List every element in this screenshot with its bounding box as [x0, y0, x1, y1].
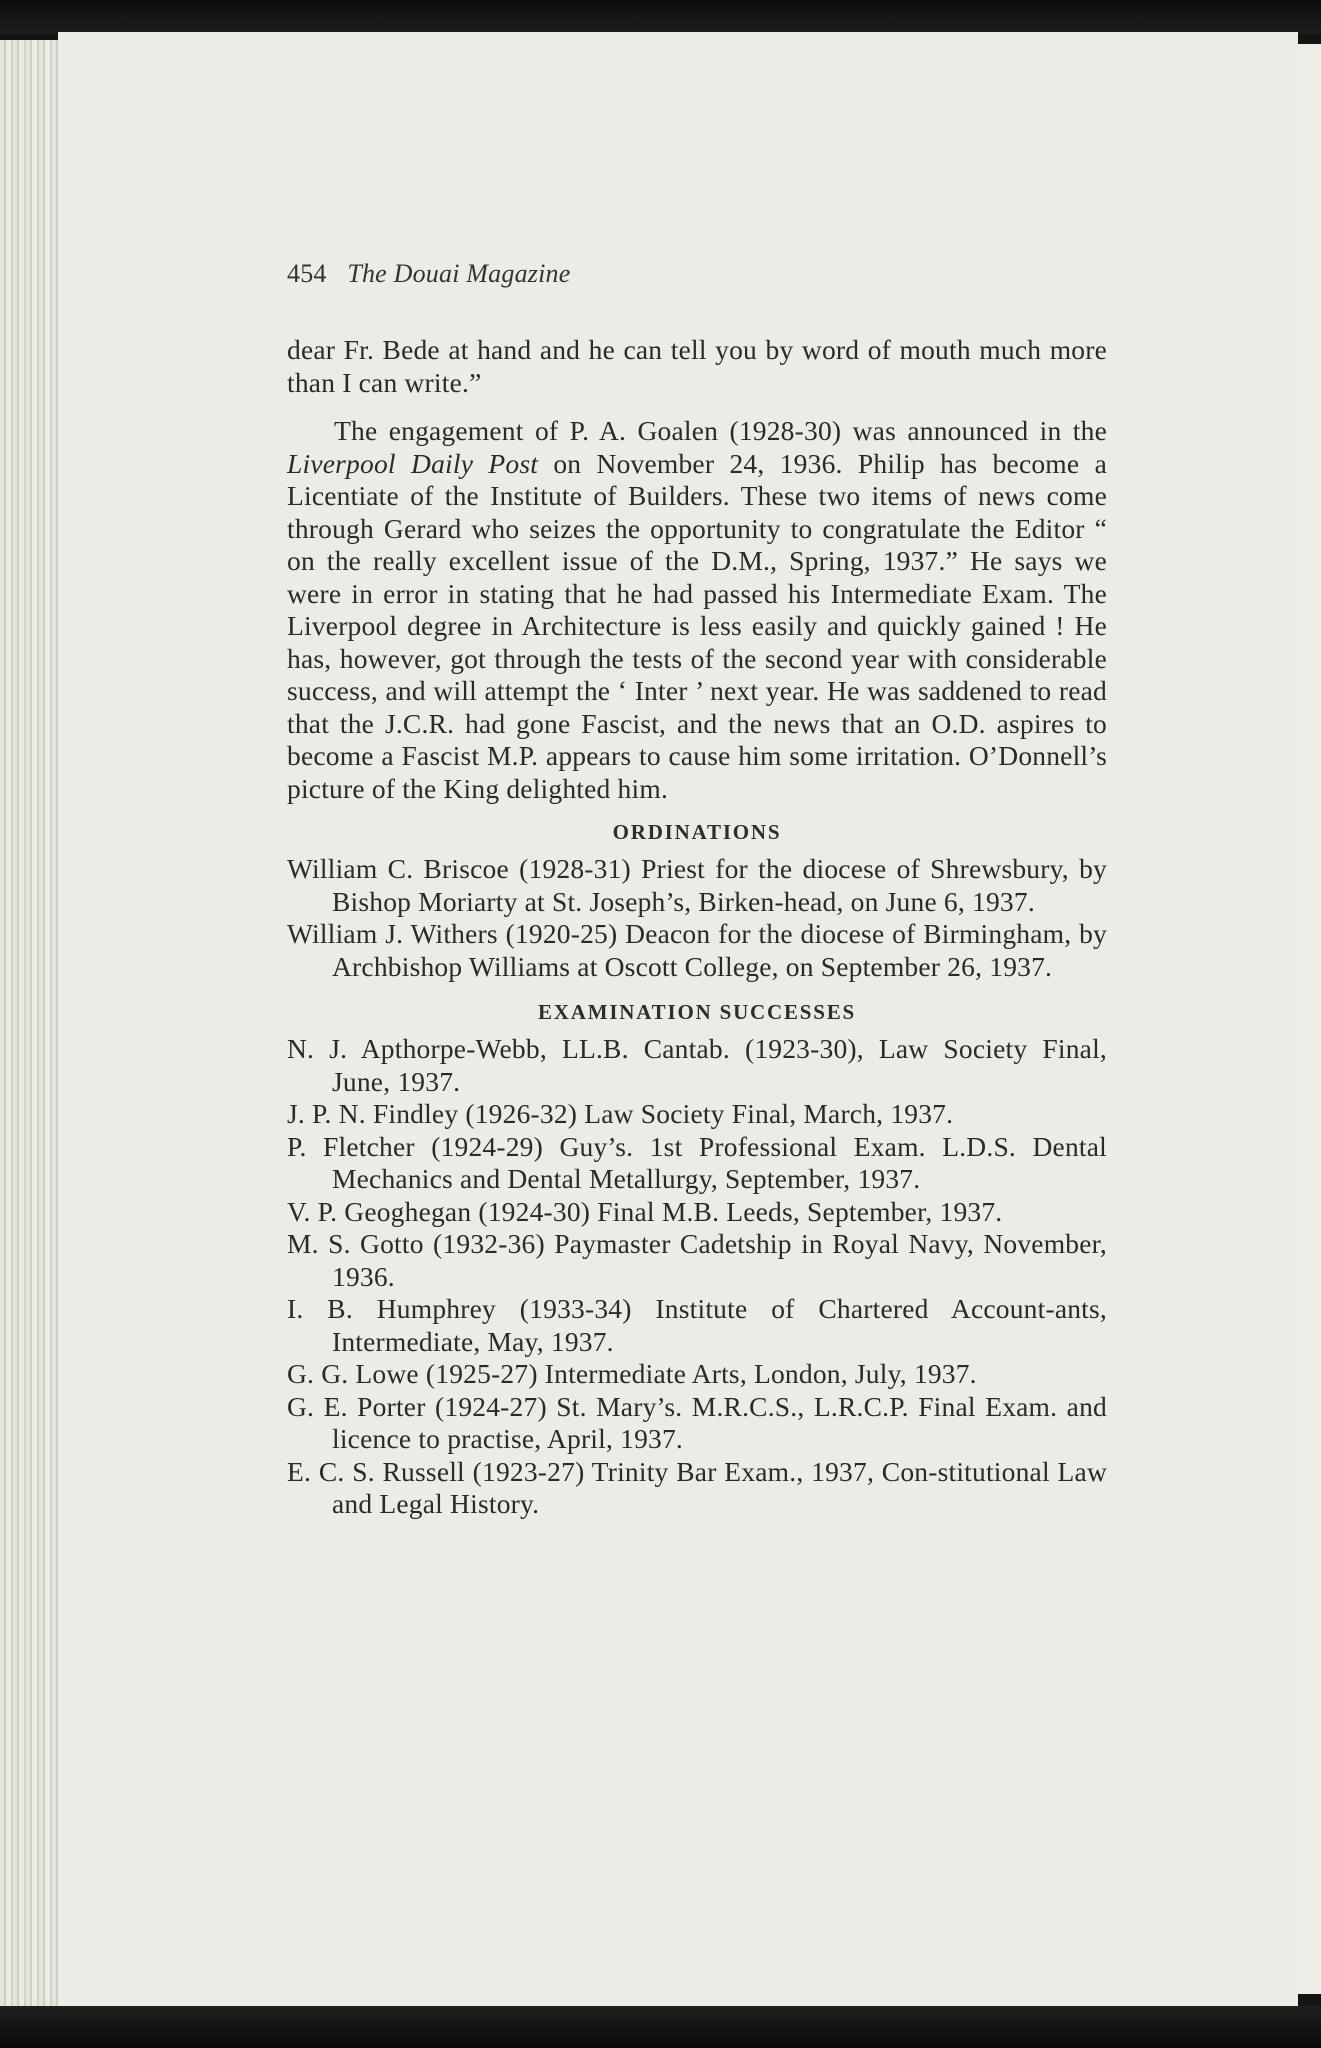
exam-entry: N. J. Apthorpe-Webb, LL.B. Cantab. (1923-30), Law Society Final, June, 1937.: [287, 1033, 1107, 1097]
exam-entry: J. P. N. Findley (1926-32) Law Society Final, March, 1937.: [287, 1098, 954, 1129]
goalen-paragraph: [287, 415, 1107, 805]
ordination-entry: William J. Withers (1920-25) Deacon for the diocese of Birmingham, by Archbishop Williams at Oscott College, on September 26, 1937.: [287, 918, 1107, 982]
exam-entry: E. C. S. Russell (1923-27) Trinity Bar Exam., 1937, Con-stitutional Law and Legal History.: [287, 1455, 1107, 1519]
continuation-paragraph: dear Fr. Bede at hand and he can tell you by word of mouth much more than I can write.”: [287, 334, 1107, 398]
exam-entry: V. P. Geoghegan (1924-30) Final M.B. Leeds, September, 1937.: [287, 1195, 1003, 1227]
paragraph-text-rest: on November 24, 1936. Philip has become a Licentiate of the Institute of Builders. These two items of news come through Gerard who seizes the opportunity to congratulate the Editor “ on the really excellent issue of the D.M., Spring, 1937.” He says we were in error in stating that he had passed his Intermediate Exam. The Liverpool degree in Architecture is less easily and quickly gained ! He has, however, got through the tests of the second year with considerable success, and will attempt the ‘ Inter ’ next year. He was saddened to read that the J.C.R. had gone Fascist, and the news that an O.D. aspires to become a Fascist M.P. appears to cause him some irritation. O’Donnell’s picture of the King delighted him.: [287, 447, 1107, 804]
ordination-entry: William C. Briscoe (1928-31) Priest for the diocese of Shrewsbury, by Bishop Moriarty at St. Joseph’s, Birken-head, on June 6, 1937.: [287, 853, 1107, 917]
page-text: [287, 258, 1107, 1521]
facing-page-edge: [1296, 44, 1321, 1994]
scanner-backdrop-bottom: [0, 2006, 1321, 2048]
exam-entry: G. G. Lowe (1925-27) Intermediate Arts, London, July, 1937.: [287, 1358, 977, 1389]
publication-title: The Douai Magazine: [347, 259, 571, 288]
exam-entry: I. B. Humphrey (1933-34) Institute of Chartered Account-ants, Intermediate, May, 1937.: [287, 1293, 1107, 1357]
exam-entry: M. S. Gotto (1932-36) Paymaster Cadetship in Royal Navy, November, 1936.: [287, 1228, 1107, 1292]
paragraph-text-start: The engagement of P. A. Goalen (1928-30) was announced in the: [334, 415, 1107, 446]
ordinations-list: [287, 853, 1107, 983]
running-head: [287, 258, 1107, 290]
newspaper-title: Liverpool Daily Post: [287, 447, 539, 479]
exam-entry: G. E. Porter (1924-27) St. Mary’s. M.R.C.S., L.R.C.P. Final Exam. and licence to practise, April, 1937.: [287, 1390, 1107, 1454]
exam-entry: P. Fletcher (1924-29) Guy’s. 1st Professional Exam. L.D.S. Dental Mechanics and Dental Metallurgy, September, 1937.: [287, 1130, 1107, 1194]
scanner-backdrop-top: [0, 0, 1321, 34]
ordinations-heading: ORDINATIONS: [612, 820, 782, 844]
examination-list: [287, 1033, 1107, 1521]
examination-successes-heading: EXAMINATION SUCCESSES: [537, 1000, 857, 1024]
stacked-page-edges: [0, 40, 58, 2012]
page-number: 454: [287, 259, 327, 288]
